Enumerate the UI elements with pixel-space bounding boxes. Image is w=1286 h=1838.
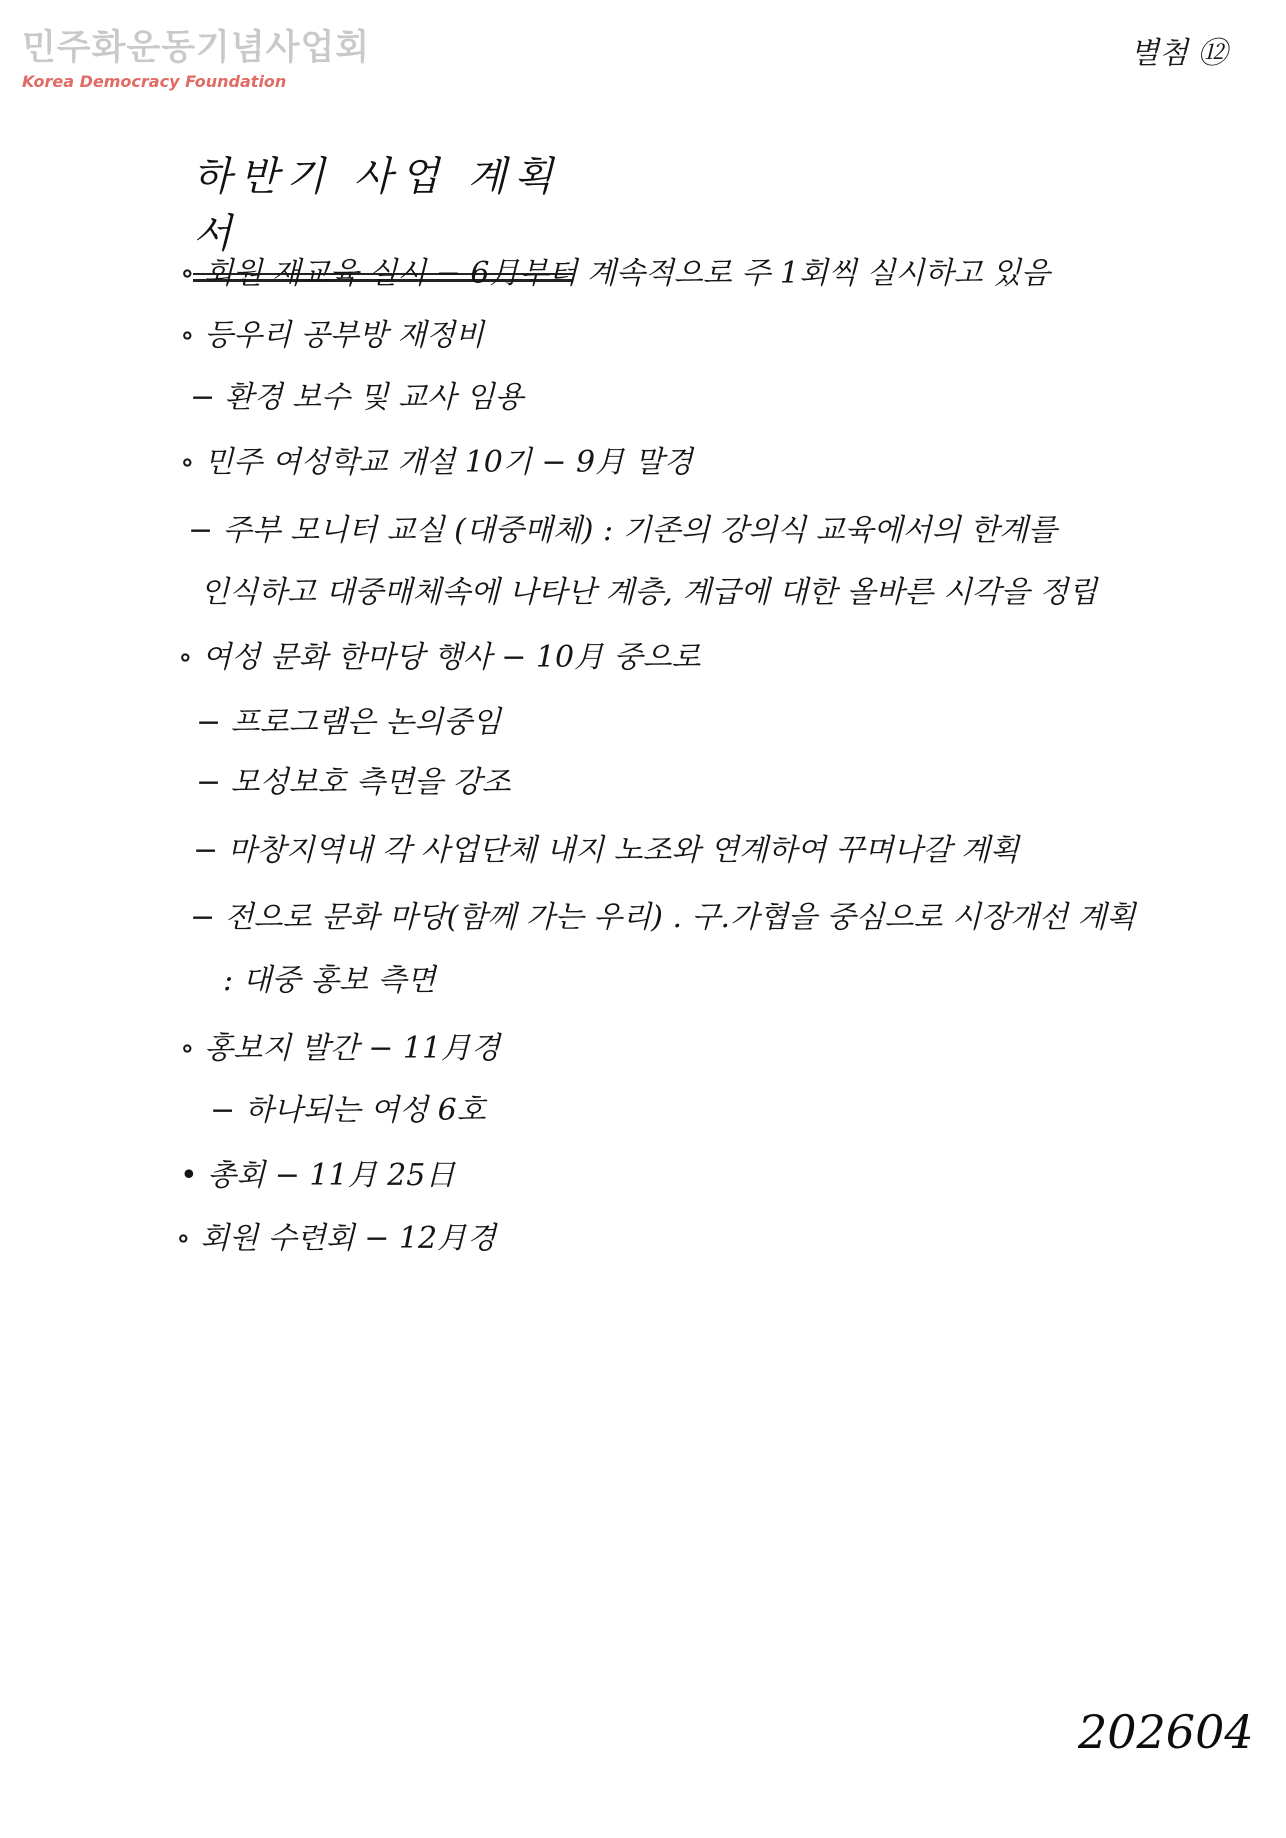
document-title: 하반기 사업 계획서 [193,154,561,257]
plan-line: − 주부 모니터 교실 (대중매체) : 기존의 강의식 교육에서의 한계를 [188,513,1057,548]
attachment-label: 별첨 ⑫ [1130,36,1228,71]
foundation-watermark [22,20,370,91]
plan-line: ∘ 회원 수련회 − 12月경 [176,1221,497,1256]
plan-line: • 총회 − 11月 25日 [180,1158,456,1193]
plan-line: : 대중 홍보 측면 [223,963,436,998]
page-number: 202604 [1078,1705,1254,1759]
watermark-subtitle: Korea Democracy Foundation [22,72,287,91]
watermark-title: 민주화운동기념사업회 [22,28,371,68]
plan-line: − 프로그램은 논의중임 [196,705,502,740]
plan-line: 인식하고 대중매체속에 나타난 계층, 계급에 대한 올바른 시각을 정립 [200,575,1098,610]
plan-line: ∘ 여성 문화 한마당 행사 − 10月 중으로 [178,640,701,675]
plan-line: − 모성보호 측면을 강조 [196,765,511,800]
plan-line: − 마창지역내 각 사업단체 내지 노조와 연계하여 꾸며나갈 계획 [193,833,1019,868]
plan-line: ∘ 민주 여성학교 개설 10기 − 9月 말경 [180,445,693,480]
plan-line: − 하나되는 여성 6호 [210,1093,486,1128]
plan-line: ∘ 회원 재교육 실시 − 6月부터 계속적으로 주 1회씩 실시하고 있음 [180,256,1050,291]
plan-line: ∘ 홍보지 발간 − 11月경 [180,1031,501,1066]
plan-line: − 전으로 문화 마당(함께 가는 우리) . 구.가협을 중심으로 시장개선 계획 [190,900,1136,935]
plan-line: − 환경 보수 및 교사 임용 [190,380,524,415]
plan-line: ∘ 등우리 공부방 재정비 [180,318,485,353]
